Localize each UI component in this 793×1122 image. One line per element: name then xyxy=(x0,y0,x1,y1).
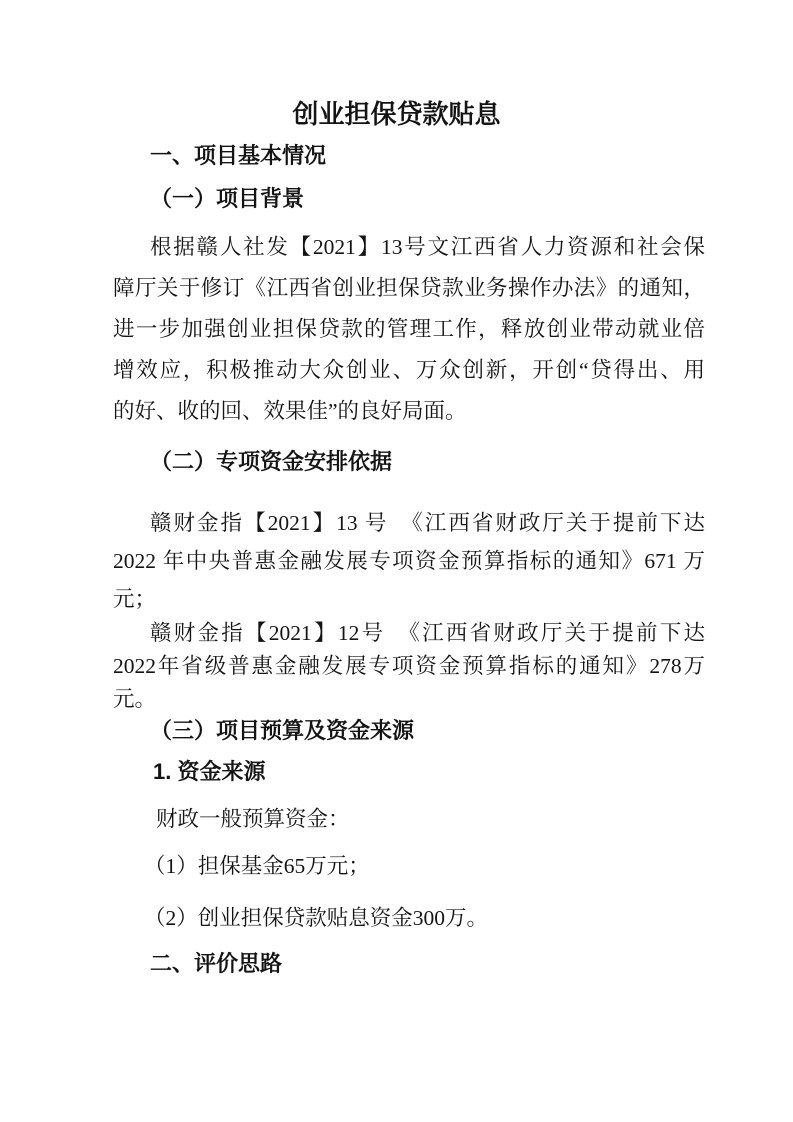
text-line: 障厅关于修订《江西省创业担保贷款业务操作办法》的通知， xyxy=(113,276,705,300)
text-line: 元； xyxy=(113,587,157,611)
text-line: 赣财金指【2021】13 号 《江西省财政厅关于提前下达 xyxy=(150,511,705,535)
paragraph-fund-document-13 xyxy=(113,504,705,618)
text-line: 根据赣人社发【2021】13号文江西省人力资源和社会保 xyxy=(150,235,705,259)
text-line: 2022 年中央普惠金融发展专项资金预算指标的通知》671 万 xyxy=(113,549,705,573)
heading-budget-and-fund-source: （三）项目预算及资金来源 xyxy=(150,718,415,743)
text-line: 元。 xyxy=(113,687,157,711)
paragraph-project-background xyxy=(113,227,705,432)
heading-fund-arrangement-basis: （二）专项资金安排依据 xyxy=(150,449,393,474)
text-line: 进一步加强创业担保贷款的管理工作，释放创业带动就业倍 xyxy=(113,317,705,341)
line-general-budget-funds: 财政一般预算资金： xyxy=(156,807,350,831)
line-guarantee-fund-amount: （1）担保基金65万元； xyxy=(144,854,370,878)
paragraph-fund-document-12 xyxy=(113,617,705,716)
heading-section-2: 二、评价思路 xyxy=(150,951,283,976)
line-loan-subsidy-amount: （2）创业担保贷款贴息资金300万。 xyxy=(144,906,489,930)
text-line: 赣财金指【2021】12号 《江西省财政厅关于提前下达 xyxy=(150,621,705,645)
text-line: 增效应，积极推动大众创业、万众创新，开创“贷得出、用 xyxy=(113,358,705,382)
document-title: 创业担保贷款贴息 xyxy=(292,99,501,129)
heading-fund-source: 1. 资金来源 xyxy=(153,759,266,784)
text-line: 的好、收的回、效果佳”的良好局面。 xyxy=(113,399,467,423)
heading-section-1: 一、项目基本情况 xyxy=(150,143,327,168)
text-line: 2022年省级普惠金融发展专项资金预算指标的通知》278万 xyxy=(113,654,705,678)
heading-project-background: （一）项目背景 xyxy=(150,186,305,211)
